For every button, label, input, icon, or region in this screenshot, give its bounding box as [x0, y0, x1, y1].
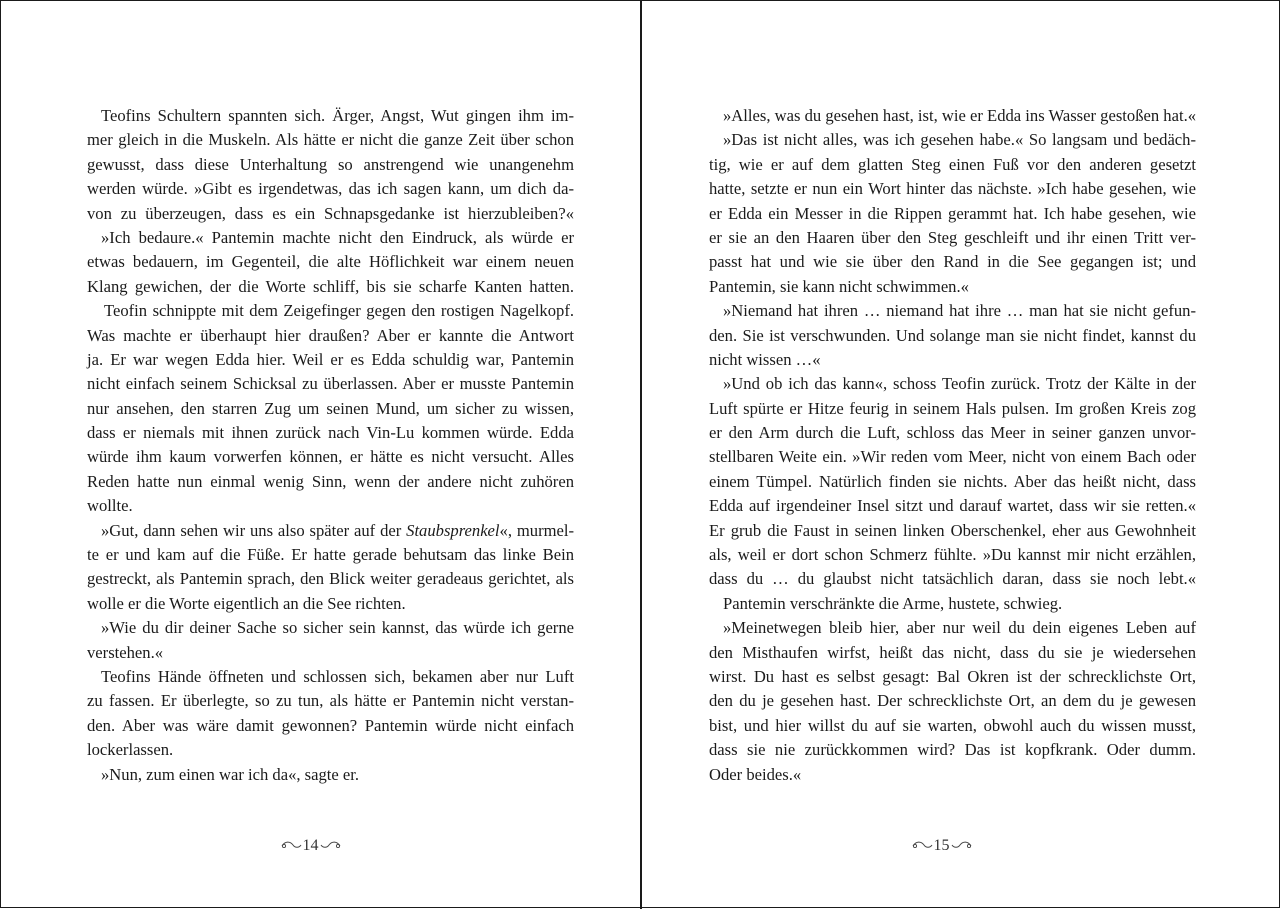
text-line: Reden hatte nun einmal wenig Sinn, wenn der andere nicht zuhören: [87, 471, 574, 491]
right-page-text: [709, 104, 1196, 787]
text-line: dass du … du glaubst nicht tatsächlich daran, dass sie noch lebt.«: [709, 569, 1196, 589]
text-line: werden würde. »Gibt es irgendetwas, das ich sagen kann, um dich da-: [87, 179, 574, 199]
right-page-number: 15: [622, 837, 1261, 855]
text-line: passt hat und wie sie über den Rand in die See gegangen ist; und: [709, 252, 1196, 272]
text-line: von zu überzeugen, dass es ein Schnapsgedanke ist hierzubleiben?«: [87, 203, 574, 223]
text-line: »Niemand hat ihren … niemand hat ihre … man hat sie nicht gefun-: [723, 301, 1196, 321]
text-line: er sie an den Haaren über den Steg geschleift und ihr einen Tritt ver-: [709, 227, 1196, 247]
text-line: Luft spürte er Hitze feurig in seinem Hals pulsen. Im großen Kreis zog: [709, 398, 1196, 418]
ornament-right-icon: [951, 837, 973, 855]
text-line: den Misthaufen wirfst, heißt das nicht, dass du sie je wiedersehen: [709, 642, 1196, 662]
text-line: den du je gesehen hast. Der schrecklichste Ort, an dem du je gewesen: [709, 691, 1196, 711]
text-line: zu fassen. Er überlegte, so zu tun, als hätte er Pantemin nicht verstan-: [87, 691, 574, 711]
text-line: dass sie nie zurückkommen wird? Das ist kopfkrank. Oder dumm.: [709, 740, 1196, 760]
left-page-text: [87, 104, 574, 787]
text-line: als, weil er dort schon Schmerz fühlte. »Du kannst mir nicht erzählen,: [709, 545, 1196, 565]
text-line: te er und kam auf die Füße. Er hatte gerade behutsam das linke Bein: [87, 545, 574, 565]
text-line: stellbaren Weite ein. »Wir reden vom Meer, nicht von einem Bach oder: [709, 447, 1196, 467]
text-line: »Wie du dir deiner Sache so sicher sein kannst, das würde ich gerne: [101, 618, 574, 638]
text-line: bist, und hier willst du auf sie warten, obwohl auch du wissen musst,: [709, 715, 1196, 735]
text-line: »Und ob ich das kann«, schoss Teofin zurück. Trotz der Kälte in der: [723, 374, 1196, 394]
text-line: Klang gewichen, der die Worte schliff, bis sie scharfe Kanten hatten.: [87, 276, 574, 296]
text-line: wolle er die Worte eigentlich an die See richten.: [87, 593, 406, 613]
text-line: Was machte er überhaupt hier draußen? Aber er kannte die Antwort: [87, 325, 574, 345]
text-line: [87, 519, 574, 543]
text-line: dass er niemals mit ihnen zurück nach Vin-Lu kommen würde. Edda: [87, 423, 574, 443]
text-line: Pantemin, sie kann nicht schwimmen.«: [709, 276, 969, 296]
text-line: nur ansehen, den starren Zug um seinen Mund, um sicher zu wissen,: [87, 398, 574, 418]
text-segment: «, murmel-: [499, 520, 575, 540]
text-line: den. Sie ist verschwunden. Und solange man sie nicht findet, kannst du: [709, 325, 1196, 345]
text-line: Edda auf irgendeiner Insel sitzt und darauf wartet, dass wir sie retten.«: [709, 496, 1196, 516]
text-line: »Nun, zum einen war ich da«, sagte er.: [101, 764, 360, 784]
text-line: wirst. Du hast es selbst gesagt: Bal Okren ist der schrecklichste Ort,: [709, 666, 1196, 686]
text-line: hatte, setzte er nun ein Wort hinter das nächste. »Ich habe gesehen, wie: [709, 179, 1196, 199]
left-page: [1, 1, 640, 909]
text-line: verstehen.«: [87, 642, 164, 662]
text-line: »Alles, was du gesehen hast, ist, wie er Edda ins Wasser gestoßen hat.«: [723, 106, 1197, 125]
text-line: ja. Er war wegen Edda hier. Weil er es Edda schuldig war, Pantemin: [87, 349, 574, 369]
text-line: Er grub die Faust in seinen linken Oberschenkel, eher aus Gewohnheit: [709, 520, 1196, 540]
text-line: gewusst, dass diese Unterhaltung so anstrengend wie unangenehm: [87, 154, 574, 174]
text-line: tig, wie er auf dem glatten Steg einen Fuß vor den anderen gesetzt: [709, 154, 1196, 174]
text-line: Oder beides.«: [709, 764, 802, 784]
text-line: würde ihm kaum vorwerfen können, er hätte es nicht versucht. Alles: [87, 447, 574, 467]
text-line: er den Arm durch die Luft, schloss das Meer in seiner ganzen unvor-: [709, 423, 1196, 443]
text-line: einem Tümpel. Natürlich finden sie nichts. Aber das heißt nicht, dass: [709, 471, 1196, 491]
text-line: Teofin schnippte mit dem Zeigefinger gegen den rostigen Nagelkopf.: [104, 301, 574, 321]
text-line: nicht einfach seinem Schicksal zu überlassen. Aber er musste Pantemin: [87, 374, 574, 394]
text-segment: »Gut, dann sehen wir uns also später auf der: [101, 520, 407, 540]
ship-name: Staubsprenkel: [406, 520, 500, 540]
ornament-left-icon: [280, 837, 302, 855]
text-line: lockerlassen.: [87, 740, 174, 760]
text-line: nicht wissen …«: [709, 349, 821, 369]
text-line: wollte.: [87, 496, 133, 516]
ornament-right-icon: [320, 837, 342, 855]
text-line: »Ich bedaure.« Pantemin machte nicht den Eindruck, als würde er: [101, 227, 574, 247]
text-line: den. Aber was wäre damit gewonnen? Pantemin würde nicht einfach: [87, 715, 574, 735]
text-line: Teofins Schultern spannten sich. Ärger, Angst, Wut gingen ihm im-: [101, 106, 574, 125]
text-line: Teofins Hände öffneten und schlossen sich, bekamen aber nur Luft: [101, 666, 574, 686]
ornament-left-icon: [911, 837, 933, 855]
left-page-number: 14: [0, 837, 630, 855]
text-line: mer gleich in die Muskeln. Als hätte er nicht die ganze Zeit über schon: [87, 130, 574, 150]
text-line: »Meinetwegen bleib hier, aber nur weil du dein eigenes Leben auf: [723, 618, 1196, 638]
right-page: [642, 1, 1280, 909]
text-line: er Edda ein Messer in die Rippen gerammt hat. Ich habe gesehen, wie: [709, 203, 1196, 223]
text-line: etwas bedauern, im Gegenteil, die alte Höflichkeit war einem neuen: [87, 252, 574, 272]
text-line: »Das ist nicht alles, was ich gesehen habe.« So langsam und bedäch-: [723, 130, 1196, 150]
text-line: gestreckt, als Pantemin sprach, den Blick weiter geradeaus gerichtet, als: [87, 569, 574, 589]
text-line: Pantemin verschränkte die Arme, hustete, schwieg.: [723, 593, 1063, 613]
